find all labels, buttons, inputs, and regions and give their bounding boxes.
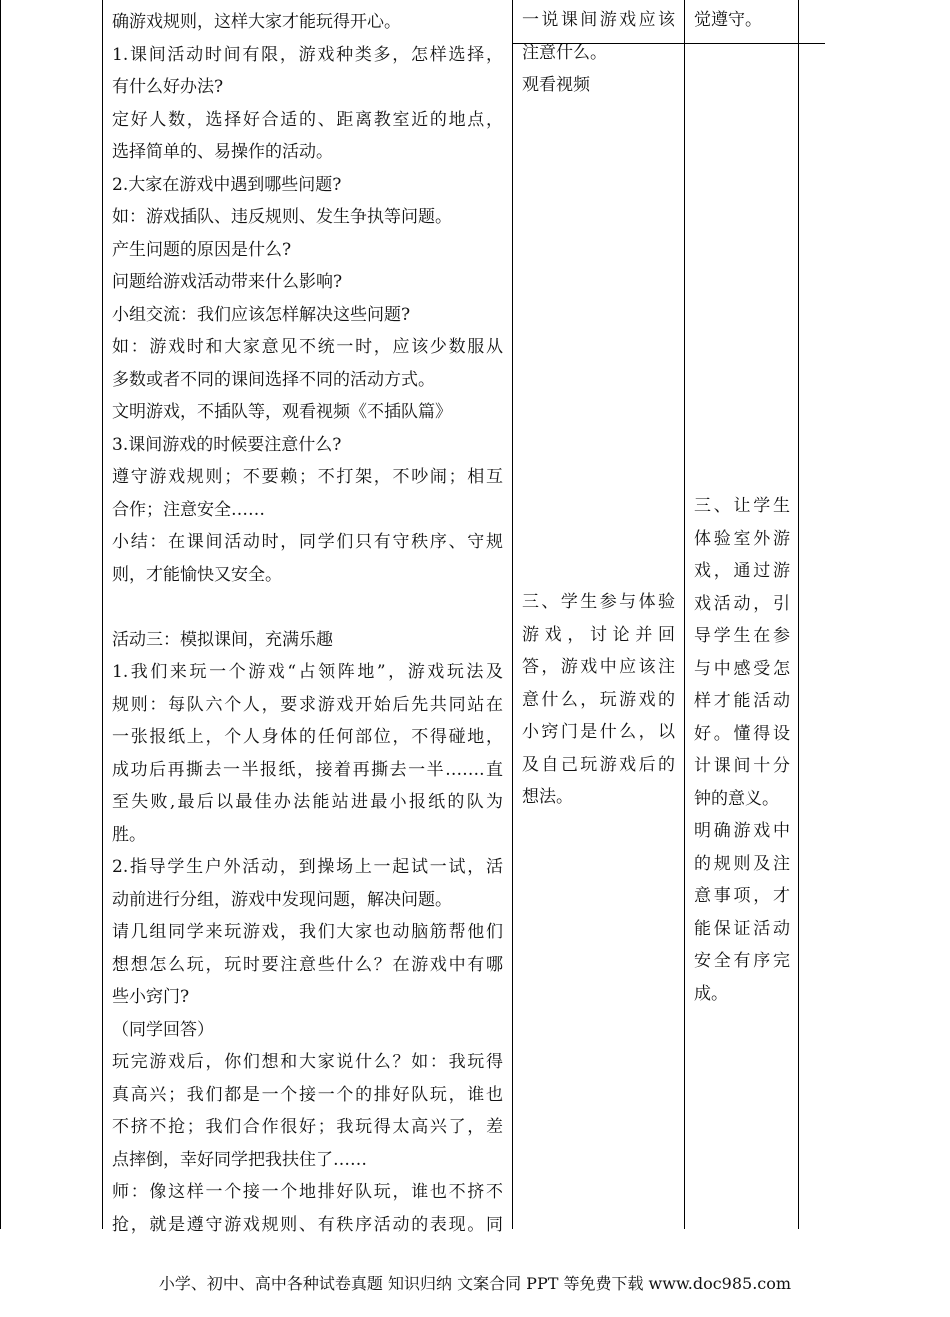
text-line: 真高兴；我们都是一个接一个的排好队玩，谁也: [112, 1084, 503, 1105]
text-line: 些小窍门?: [112, 987, 190, 1007]
text-line: 戏活动，引: [694, 593, 790, 614]
text-line: 三、让学生: [694, 496, 790, 516]
text-line: 觉遵守。: [694, 10, 762, 30]
text-line: 如：游戏时和大家意见不统一时，应该少数服从: [112, 337, 503, 357]
text-line: 则，才能愉快又安全。: [112, 564, 282, 585]
text-line: 不挤不抢；我们合作很好；我玩得太高兴了，差: [112, 1117, 503, 1137]
table-divider-2: [512, 0, 513, 1229]
text-line: 意什么，玩游戏的: [522, 689, 675, 710]
design-intent-top: [694, 4, 790, 37]
text-line: 三、学生参与体验: [522, 592, 675, 612]
text-line: 1.课间活动时间有限，游戏种类多，怎样选择，: [112, 44, 503, 65]
text-line: 问题给游戏活动带来什么影响?: [112, 272, 343, 292]
text-line: 安全有序完: [694, 951, 790, 971]
text-line: 活动三：模拟课间，充满乐趣: [112, 629, 333, 650]
table-border-right: [798, 0, 799, 1229]
text-line: 计课间十分: [694, 756, 790, 776]
text-line: 导学生在参: [694, 626, 790, 646]
table-divider-3: [684, 0, 685, 1229]
text-line: 玩完游戏后，你们想和大家说什么？如：我玩得: [112, 1052, 503, 1072]
text-line: 注意什么。: [522, 42, 607, 63]
text-line: 及自己玩游戏后的: [522, 754, 675, 775]
text-line: 观看视频: [522, 75, 590, 95]
text-line: 点摔倒，幸好同学把我扶住了……: [112, 1149, 367, 1170]
text-line: 选择简单的、易操作的活动。: [112, 142, 333, 162]
text-line: 样才能活动: [694, 691, 790, 711]
text-line: 遵守游戏规则；不要赖；不打架，不吵闹；相互: [112, 467, 503, 487]
text-line: （同学回答）: [112, 1019, 214, 1040]
student-activity-top: [522, 4, 675, 102]
text-line: 有什么好办法?: [112, 77, 224, 97]
page-footer: 小学、初中、高中各种试卷真题 知识归纳 文案合同 PPT 等免费下载 www.doc985.com: [158, 1274, 792, 1293]
text-line: 2.大家在游戏中遇到哪些问题?: [112, 174, 342, 195]
text-line: 答，游戏中应该注: [522, 657, 675, 677]
text-line: 能保证活动: [694, 918, 790, 939]
text-line: 如：游戏插队、违反规则、发生争执等问题。: [112, 207, 452, 227]
text-line: 明确游戏中: [694, 821, 790, 841]
text-line: 合作；注意安全……: [112, 499, 265, 520]
text-line: 成功后再撕去一半报纸，接着再撕去一半…….直: [112, 759, 503, 780]
text-line: 意事项，才: [694, 886, 790, 906]
text-line: 多数或者不同的课间选择不同的活动方式。: [112, 369, 435, 390]
text-line: 游戏，讨论并回: [522, 624, 675, 645]
design-intent-activity3: [694, 490, 790, 1010]
text-line: 的规则及注: [694, 853, 790, 874]
text-line: 想法。: [522, 787, 573, 807]
text-line: 胜。: [112, 824, 146, 845]
text-line: 成。: [694, 983, 728, 1004]
text-line: 体验室外游: [694, 528, 790, 549]
table-border-left: [0, 0, 1, 1229]
text-line: 产生问题的原因是什么?: [112, 239, 292, 260]
text-line: 定好人数，选择好合适的、距离教室近的地点，: [112, 109, 503, 130]
text-line: 3.课间游戏的时候要注意什么?: [112, 434, 342, 455]
text-line: 确游戏规则，这样大家才能玩得开心。: [112, 12, 401, 32]
text-line: 戏，通过游: [694, 561, 790, 581]
text-line: 小窍门是什么，以: [522, 722, 675, 742]
text-line: 至失败,最后以最佳办法能站进最小报纸的队为: [112, 792, 503, 812]
student-activity-activity3: [522, 586, 675, 814]
text-line: 好。懂得设: [694, 723, 790, 744]
teaching-process-column: [112, 6, 503, 1241]
text-line: 钟的意义。: [694, 788, 779, 809]
text-line: 想想怎么玩，玩时要注意些什么？在游戏中有哪: [112, 954, 503, 975]
text-line: 文明游戏，不插队等，观看视频《不插队篇》: [112, 402, 452, 422]
text-line: 一张报纸上，个人身体的任何部位，不得碰地，: [112, 727, 503, 747]
text-line: 师：像这样一个接一个地排好队玩，谁也不挤不: [112, 1182, 503, 1202]
text-line: 规则：每队六个人，要求游戏开始后先共同站在: [112, 694, 503, 715]
text-line: 抢，就是遵守游戏规则、有秩序活动的表现。同: [112, 1214, 503, 1235]
text-line: 2.指导学生户外活动，到操场上一起试一试，活: [112, 857, 503, 877]
text-line: 一说课间游戏应该: [522, 10, 675, 30]
text-line: 小结：在课间活动时，同学们只有守秩序、守规: [112, 532, 503, 552]
text-line: [112, 591, 503, 624]
text-line: 1.我们来玩一个游戏“占领阵地”，游戏玩法及: [112, 662, 503, 682]
text-line: 动前进行分组，游戏中发现问题，解决问题。: [112, 889, 452, 910]
text-line: 请几组同学来玩游戏，我们大家也动脑筋帮他们: [112, 922, 503, 942]
text-line: 小组交流：我们应该怎样解决这些问题?: [112, 304, 411, 325]
text-line: 与中感受怎: [694, 658, 790, 679]
table-divider-1: [102, 0, 103, 1229]
